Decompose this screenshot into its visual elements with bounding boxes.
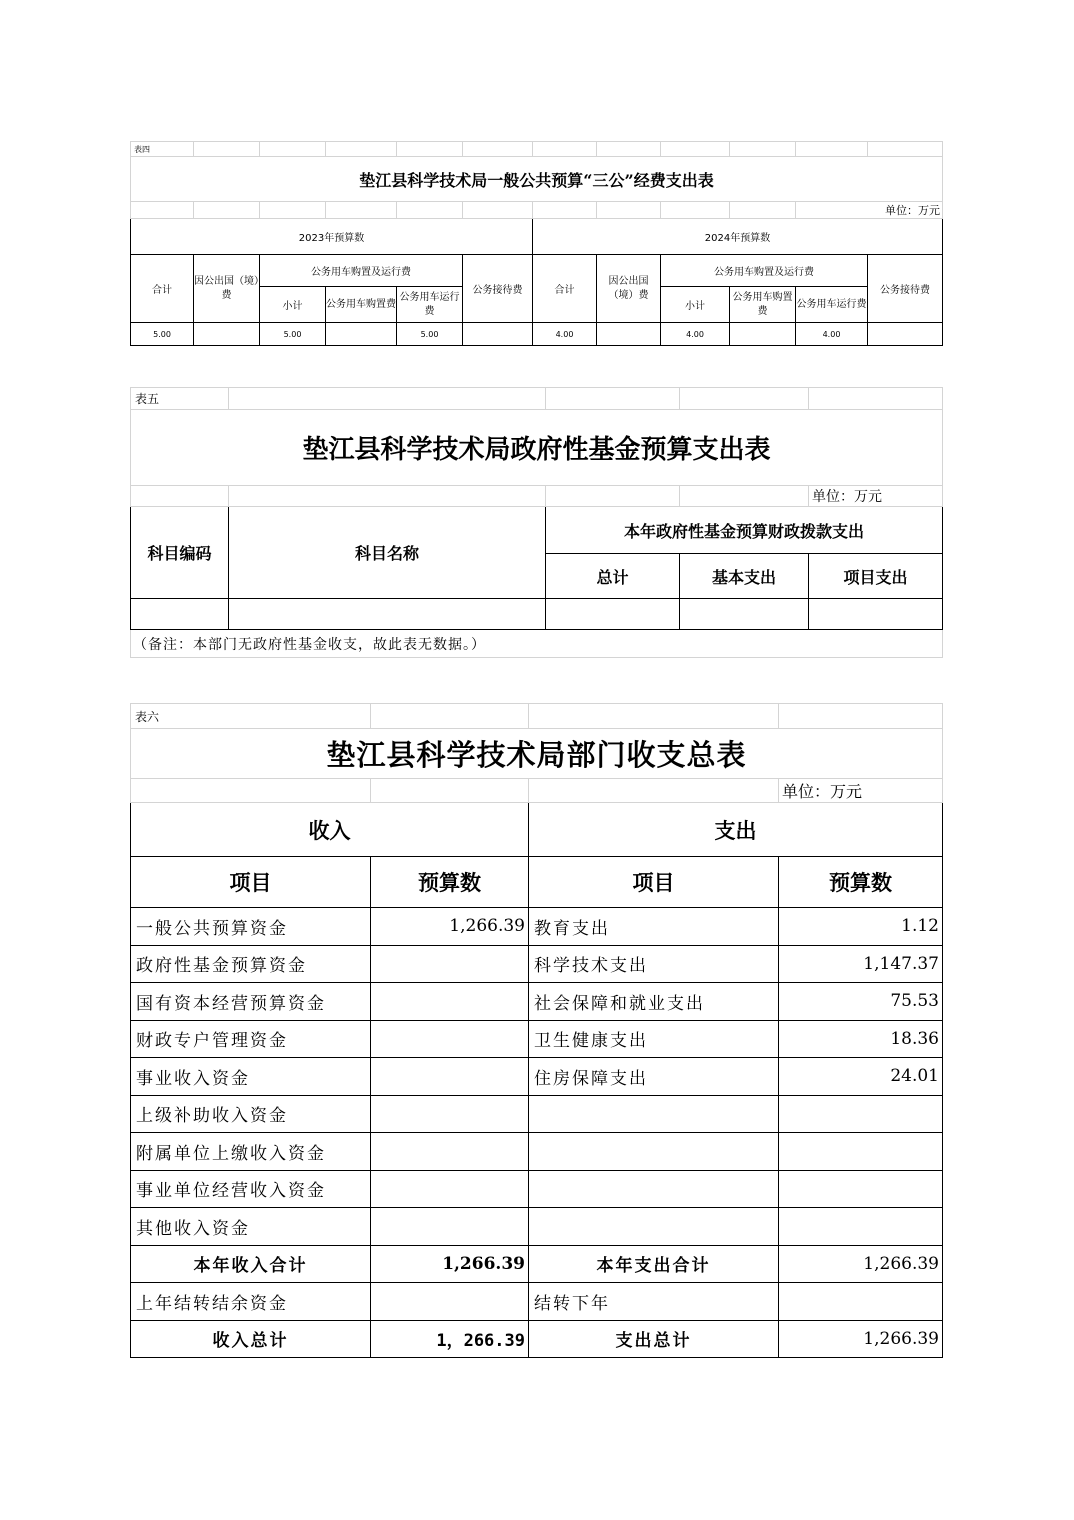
expense-item [529,1095,779,1133]
cell-2024-reception [868,323,943,346]
cell-2023-abroad [194,323,260,346]
col-budget: 预算数 [779,857,943,908]
expense-item [529,1170,779,1208]
year-income-total: 1,266.39 [371,1245,529,1283]
income-value [371,1208,529,1246]
three-public-expenses-table [130,141,943,346]
col-vehicle: 公务用车购置及运行费 [260,255,463,287]
col-total: 总计 [546,554,680,599]
income-value [371,945,529,983]
income-item: 国有资本经营预算资金 [131,983,371,1021]
col-reception: 公务接待费 [868,255,943,323]
dept-income-expense-table [130,703,943,1358]
col-total: 合计 [533,255,597,323]
col-vehicle: 公务用车购置及运行费 [661,255,868,287]
expense-value: 1,147.37 [779,945,943,983]
year-total-row [131,1245,943,1283]
income-item: 事业收入资金 [131,1058,371,1096]
year-2023-header: 2023年预算数 [131,219,533,255]
income-item: 上级补助收入资金 [131,1095,371,1133]
carry-row [131,1283,943,1321]
unit-label: 单位：万元 [779,779,943,803]
col-subtotal: 小计 [661,287,730,323]
expense-item: 社会保障和就业支出 [529,983,779,1021]
col-reception: 公务接待费 [463,255,533,323]
col-operation: 公务用车运行费 [796,287,868,323]
cell-2024-subtotal: 4.00 [661,323,730,346]
expense-item [529,1133,779,1171]
table-row [131,1058,943,1096]
income-grand-label: 收入总计 [131,1320,371,1358]
income-item: 其他收入资金 [131,1208,371,1246]
expense-grand-label: 支出总计 [529,1320,779,1358]
expense-item: 住房保障支出 [529,1058,779,1096]
cell-2023-subtotal: 5.00 [260,323,326,346]
cell-2024-abroad [597,323,661,346]
expense-grand-total: 1,266.39 [779,1320,943,1358]
empty-cell [229,599,546,630]
year-2024-header: 2024年预算数 [533,219,943,255]
expense-value [779,1208,943,1246]
income-value [371,1020,529,1058]
income-item: 财政专户管理资金 [131,1020,371,1058]
grand-total-row [131,1320,943,1358]
gov-fund-expense-table [130,387,943,658]
col-item: 项目 [131,857,371,908]
expense-value: 1.12 [779,908,943,946]
cell-2023-operation: 5.00 [397,323,463,346]
cell-2023-reception [463,323,533,346]
table-note: （备注：本部门无政府性基金收支，故此表无数据。） [131,630,943,658]
cell-2023-total: 5.00 [131,323,194,346]
income-value [371,1170,529,1208]
expense-value [779,1170,943,1208]
income-value [371,1058,529,1096]
table-row [131,908,943,946]
empty-cell [546,599,680,630]
income-item: 一般公共预算资金 [131,908,371,946]
table-label: 表五 [131,388,229,410]
col-project: 项目支出 [809,554,943,599]
income-grand-total: 1，266.39 [371,1320,529,1358]
cell-2024-purchase [730,323,796,346]
col-purchase: 公务用车购置费 [730,287,796,323]
col-group: 本年政府性基金预算财政拨款支出 [546,507,943,554]
income-value [371,983,529,1021]
table-title: 垫江县科学技术局一般公共预算“三公”经费支出表 [131,157,943,202]
income-item: 事业单位经营收入资金 [131,1170,371,1208]
table-row [131,1208,943,1246]
table-row [131,1020,943,1058]
income-value [371,1133,529,1171]
expense-value: 24.01 [779,1058,943,1096]
expense-value: 75.53 [779,983,943,1021]
col-operation: 公务用车运行费 [397,287,463,323]
col-subtotal: 小计 [260,287,326,323]
table-title: 垫江县科学技术局部门收支总表 [131,729,943,779]
col-code: 科目编码 [131,507,229,599]
cell-2024-operation: 4.00 [796,323,868,346]
income-header: 收入 [131,803,529,857]
col-purchase: 公务用车购置费 [326,287,397,323]
expense-header: 支出 [529,803,943,857]
cell-2024-total: 4.00 [533,323,597,346]
income-item: 附属单位上缴收入资金 [131,1133,371,1171]
col-name: 科目名称 [229,507,546,599]
table-row [131,945,943,983]
col-basic: 基本支出 [680,554,809,599]
expense-item [529,1208,779,1246]
table-title: 垫江县科学技术局政府性基金预算支出表 [131,410,943,486]
unit-label: 单位：万元 [796,202,943,219]
carry-in-value [371,1283,529,1321]
table-row [131,1170,943,1208]
cell-2023-purchase [326,323,397,346]
year-income-total-label: 本年收入合计 [131,1245,371,1283]
income-item: 政府性基金预算资金 [131,945,371,983]
income-value [371,1095,529,1133]
col-abroad: 因公出国（境）费 [597,255,661,323]
unit-label: 单位：万元 [809,486,943,507]
expense-item: 科学技术支出 [529,945,779,983]
carry-out-value [779,1283,943,1321]
expense-value [779,1095,943,1133]
carry-out-label: 结转下年 [529,1283,779,1321]
year-expense-total-label: 本年支出合计 [529,1245,779,1283]
col-abroad: 因公出国（境）费 [194,255,260,323]
table-label: 表六 [131,704,371,729]
table-row [131,983,943,1021]
income-value: 1,266.39 [371,908,529,946]
carry-in-label: 上年结转结余资金 [131,1283,371,1321]
col-item: 项目 [529,857,779,908]
expense-value [779,1133,943,1171]
col-budget: 预算数 [371,857,529,908]
expense-value: 18.36 [779,1020,943,1058]
table-row [131,1133,943,1171]
expense-item: 教育支出 [529,908,779,946]
empty-cell [131,599,229,630]
year-expense-total: 1,266.39 [779,1245,943,1283]
empty-cell [809,599,943,630]
table-row [131,1095,943,1133]
empty-cell [680,599,809,630]
expense-item: 卫生健康支出 [529,1020,779,1058]
table-label: 表四 [131,142,194,157]
col-total: 合计 [131,255,194,323]
